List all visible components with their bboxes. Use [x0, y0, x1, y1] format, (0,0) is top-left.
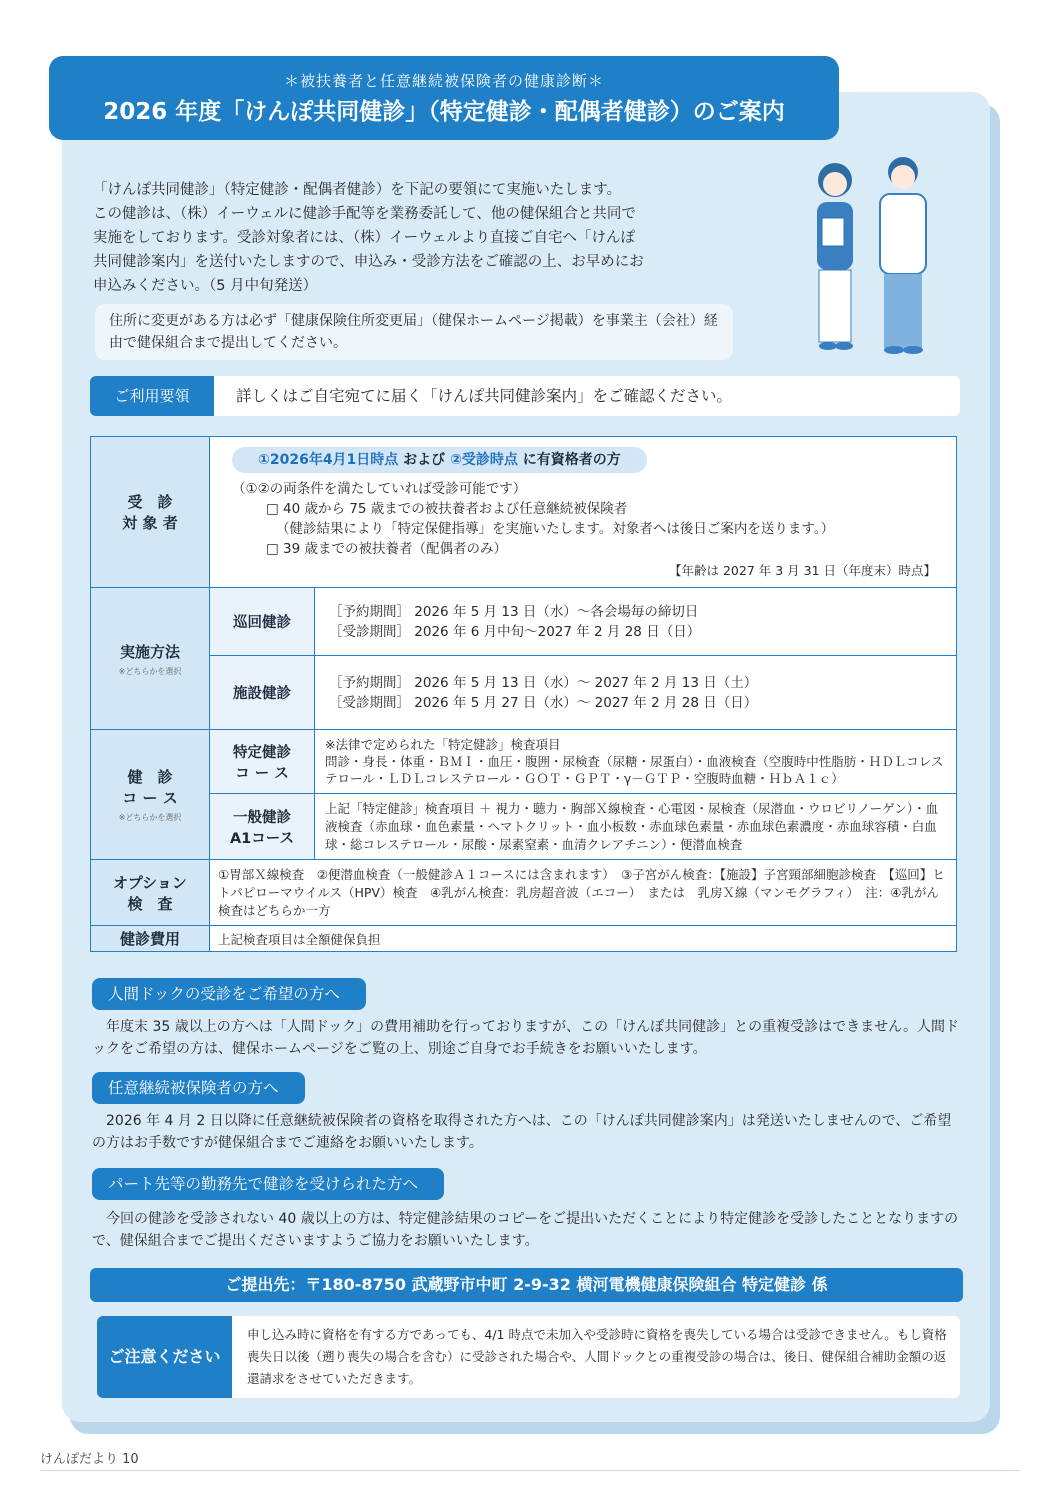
section-nini-keizoku-text: 2026 年 4 月 2 日以降に任意継続被保険者の資格を取得された方へは、この「けんぽ共同健診案内」は発送いたしませんので、ご希望の方はお手数ですが健保組合までご連絡をお願いいたします。: [92, 1113, 952, 1151]
ippan-cell: 上記「特定健診」検査項目 ＋ 視力・聴力・胸部Ｘ線検査・心電図・尿検査（尿潜血・ウロビリノーゲン）・血液検査（赤血球・血色素量・ヘマトクリット・血小板数・赤血球色素量・赤血球色素濃度・赤血球容積・白血球・総コレステロール・尿酸・尿素窒素・血清クレアチニン）・便潜血検査: [315, 794, 957, 860]
woman-figure: [817, 163, 853, 350]
table-row-course-tokutei: [91, 730, 957, 794]
intro-line: 「けんぽ共同健診」（特定健診・配偶者健診）を下記の要領にて実施いたします。: [93, 182, 622, 198]
target-item-2: □ 39 歳までの被扶養者（配偶者のみ）: [266, 541, 508, 557]
table-row-course-ippan: [91, 794, 957, 860]
pill-condition-2: ②受診時点: [450, 452, 518, 468]
intro-line: 実施をしております。受診対象者には、（株）イーウェルより直接ご自宅へ「けんぽ: [93, 230, 636, 246]
pill-end: に有資格者の方: [517, 452, 621, 468]
info-table: [90, 436, 957, 952]
row-header-method: [91, 588, 210, 730]
footer-divider: [40, 1470, 1020, 1471]
course-header-text: 健 診 コ ー ス: [122, 768, 178, 807]
row-header-option: オプション 検 査: [91, 860, 210, 926]
option-cell: ①胃部Ｘ線検査 ②便潜血検査（一般健診Ａ１コースには含まれます） ③子宮がん検査：【施設】子宮頸部細胞診検査 【巡回】ヒトパピローマウイルス（HPV）検査 ④乳がん検査：乳房超音波（エコー） または 乳房Ｘ線（マンモグラフィ） 注：④乳がん検査はどちらか一方: [210, 860, 957, 926]
row-header-target: 受 診 対 象 者: [91, 437, 210, 588]
row-header-course: [91, 730, 210, 860]
header-subtitle: ＊被扶養者と任意継続被保険者の健康診断＊: [283, 72, 604, 90]
shisetsu-label: 施設健診: [210, 656, 315, 730]
ippan-label: 一般健診 A1コース: [210, 794, 315, 860]
man-figure: [880, 157, 926, 354]
table-row-method-shisetsu: [91, 656, 957, 730]
cost-cell: 上記検査項目は全額健保負担: [210, 926, 957, 952]
caution-label: ご注意ください: [97, 1316, 232, 1398]
tokutei-cell: ※法律で定められた「特定健診」検査項目 問診・身長・体重・ＢＭＩ・血圧・腹囲・尿検査（尿糖・尿蛋白）・血液検査（空腹時中性脂肪・ＨＤＬコレステロール・ＬＤＬコレステロール・ＧＯＴ・ＧＰＴ・γ－ＧＴＰ・空腹時血糖・ＨｂＡ１ｃ）: [315, 730, 957, 794]
table-row-target: [91, 437, 957, 588]
table-row-option: [91, 860, 957, 926]
target-item-1: □ 40 歳から 75 歳までの被扶養者および任意継続被保険者: [266, 501, 628, 517]
section-ningen-dock-text: 年度末 35 歳以上の方へは「人間ドック」の費用補助を行っておりますが、この「けんぽ共同健診」との重複受診はできません。人間ドックをご希望の方は、健保ホームページをご覧の上、別途ご自身でお手続きをお願いいたします。: [92, 1019, 959, 1057]
junkai-cell: [315, 588, 957, 656]
junkai-reserve: ［予約期間］ 2026 年 5 月 13 日（水）～各会場毎の締切日: [329, 603, 699, 620]
age-note: 【年齢は 2027 年 3 月 31 日（年度末）時点】: [668, 563, 936, 578]
page-header: [49, 56, 839, 140]
course-header-note: ※どちらかを選択: [118, 813, 182, 822]
eligibility-pill: [232, 447, 647, 473]
section-ningen-dock-title: 人間ドックの受診をご希望の方へ: [92, 978, 366, 1010]
section-nini-keizoku-title: 任意継続被保険者の方へ: [92, 1072, 305, 1104]
shisetsu-cell: [315, 656, 957, 730]
shisetsu-exam: ［受診期間］ 2026 年 5 月 27 日（水）～ 2027 年 2 月 28 日（日）: [329, 694, 758, 711]
shisetsu-reserve: ［予約期間］ 2026 年 5 月 13 日（水）～ 2027 年 2 月 13 日（土）: [329, 674, 758, 691]
page-title: 2026 年度「けんぽ共同健診」（特定健診・配偶者健診）のご案内: [103, 99, 785, 125]
section-part-text: 今回の健診を受診されない 40 歳以上の方は、特定健診結果のコピーをご提出いただくことにより特定健診を受診したこととなりますので、健保組合までご提出くださいますようご協力をお願いいたします。: [92, 1211, 959, 1249]
junkai-label: 巡回健診: [210, 588, 315, 656]
tokutei-label: 特定健診 コ ー ス: [210, 730, 315, 794]
table-row-method-junkai: [91, 588, 957, 656]
page-number: 10: [122, 1452, 139, 1467]
table-row-cost: [91, 926, 957, 952]
footer-label: けんぽだより: [40, 1452, 119, 1467]
row-header-cost: 健診費用: [91, 926, 210, 952]
target-cell: [210, 437, 957, 588]
address-change-notice: 住所に変更がある方は必ず「健康保険住所変更届」（健保ホームページ掲載）を事業主（会社）経由で健保組合まで提出してください。: [95, 304, 733, 360]
method-header-text: 実施方法: [119, 642, 180, 661]
caution-text: 申し込み時に資格を有する方であっても、4/1 時点で未加入や受診時に資格を喪失している場合は受診できません。もし資格喪失日以後（遡り喪失の場合を含む）に受診された場合や、人間ドックとの重複受診の場合は、後日、健保組合補助金額の返還請求をさせていただきます。: [247, 1327, 947, 1386]
page-footer: [40, 1448, 139, 1467]
people-illustration: [800, 150, 950, 360]
submission-address: ご提出先：〒180-8750 武蔵野市中町 2-9-32 横河電機健康保険組合 特定健診 係: [90, 1268, 963, 1302]
usage-label: ご利用要領: [90, 376, 214, 416]
intro-line: 申込みください。（5 月中旬発送）: [93, 278, 318, 294]
section-part-title: パート先等の勤務先で健診を受けられた方へ: [92, 1168, 444, 1200]
intro-line: この健診は、（株）イーウェルに健診手配等を業務委託して、他の健保組合と共同で: [93, 206, 636, 222]
junkai-exam: ［受診期間］ 2026 年 6 月中旬～2027 年 2 月 28 日（日）: [329, 623, 701, 640]
pill-and: および: [398, 452, 451, 468]
usage-text: 詳しくはご自宅宛てに届く「けんぽ共同健診案内」をご確認ください。: [236, 387, 733, 405]
intro-line: 共同健診案内」を送付いたしますので、申込み・受診方法をご確認の上、お早めにお: [93, 254, 644, 270]
condition-text: （①②の両条件を満たしていれば受診可能です）: [232, 481, 527, 497]
method-header-note: ※どちらかを選択: [118, 666, 182, 676]
usage-bar: [90, 376, 960, 416]
target-item-1-note: （健診結果により「特定保健指導」を実施いたします。対象者へは後日ご案内を送ります。）: [276, 521, 835, 537]
intro-text: [93, 178, 723, 298]
pill-condition-1: ①2026年4月1日時点: [258, 452, 399, 468]
caution-box: [97, 1316, 960, 1398]
